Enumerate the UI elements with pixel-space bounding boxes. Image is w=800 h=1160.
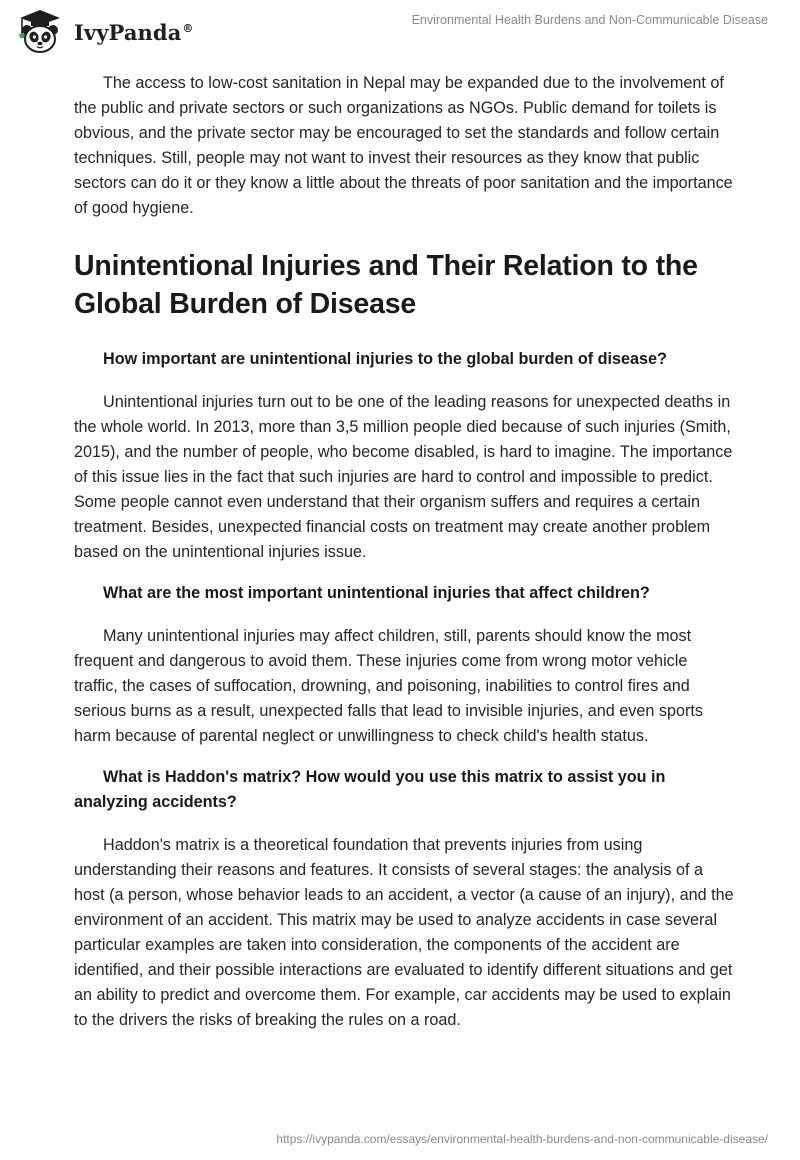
question-1: How important are unintentional injuries to the global burden of disease? bbox=[103, 350, 667, 368]
essay-content bbox=[74, 71, 734, 1049]
brand-logo[interactable] bbox=[14, 8, 194, 54]
answer-1: Unintentional injuries turn out to be one of the leading reasons for unexpected deaths in the whole world. In 2013, more than 3,5 million people died because of such injuries (Smith, 2015), and the number of people, who become disabled, is hard to imagine. The importance of this issue lies in the fact that such injuries are hard to control and impossible to predict. Some people cannot even understand that their organism suffers and requires a certain treatment. Besides, unexpected financial costs on treatment may create another problem based on the unintentional injuries issue. bbox=[74, 393, 733, 561]
section-heading: Unintentional Injuries and Their Relation to the Global Burden of Disease bbox=[74, 250, 698, 320]
brand-name: IvyPanda® bbox=[74, 19, 194, 45]
registered-mark: ® bbox=[182, 21, 194, 35]
answer-3: Haddon's matrix is a theoretical foundation that prevents injuries from using understanding their reasons and features. It consists of several stages: the analysis of a host (a person, whose behavior leads to an accident, a vector (a cause of an injury), and the environment of an accident. This matrix may be used to analyze accidents in case several particular examples are taken into consideration, the components of the accident are identified, and their possible interactions are evaluated to identify different situations and get an ability to predict and overcome them. For example, car accidents may be used to explain to the drivers the risks of breaking the rules on a road. bbox=[74, 836, 734, 1029]
question-3: What is Haddon's matrix? How would you use this matrix to assist you in analyzing accidents? bbox=[74, 768, 666, 811]
panda-graduation-cap-icon bbox=[14, 8, 66, 54]
document-title: Environmental Health Burdens and Non-Communicable Disease bbox=[411, 13, 768, 27]
intro-paragraph: The access to low-cost sanitation in Nepal may be expanded due to the involvement of the public and private sectors or such organizations as NGOs. Public demand for toilets is obvious, and the private sector may be encouraged to set the standards and follow certain techniques. Still, people may not want to invest their resources as they know that public sectors can do it or they know a little about the threats of poor sanitation and the importance of good hygiene. bbox=[74, 74, 733, 217]
source-url[interactable]: https://ivypanda.com/essays/environmental-health-burdens-and-non-communicable-disease/ bbox=[276, 1132, 768, 1146]
page-header bbox=[0, 0, 800, 60]
question-2: What are the most important unintentional injuries that affect children? bbox=[103, 584, 650, 602]
answer-2: Many unintentional injuries may affect children, still, parents should know the most frequent and dangerous to avoid them. These injuries come from wrong motor vehicle traffic, the cases of suffocation, drowning, and poisoning, inabilities to control fires and serious burns as a result, unexpected falls that lead to invisible injuries, and even sports harm because of parental neglect or unwillingness to check child's health status. bbox=[74, 627, 703, 745]
